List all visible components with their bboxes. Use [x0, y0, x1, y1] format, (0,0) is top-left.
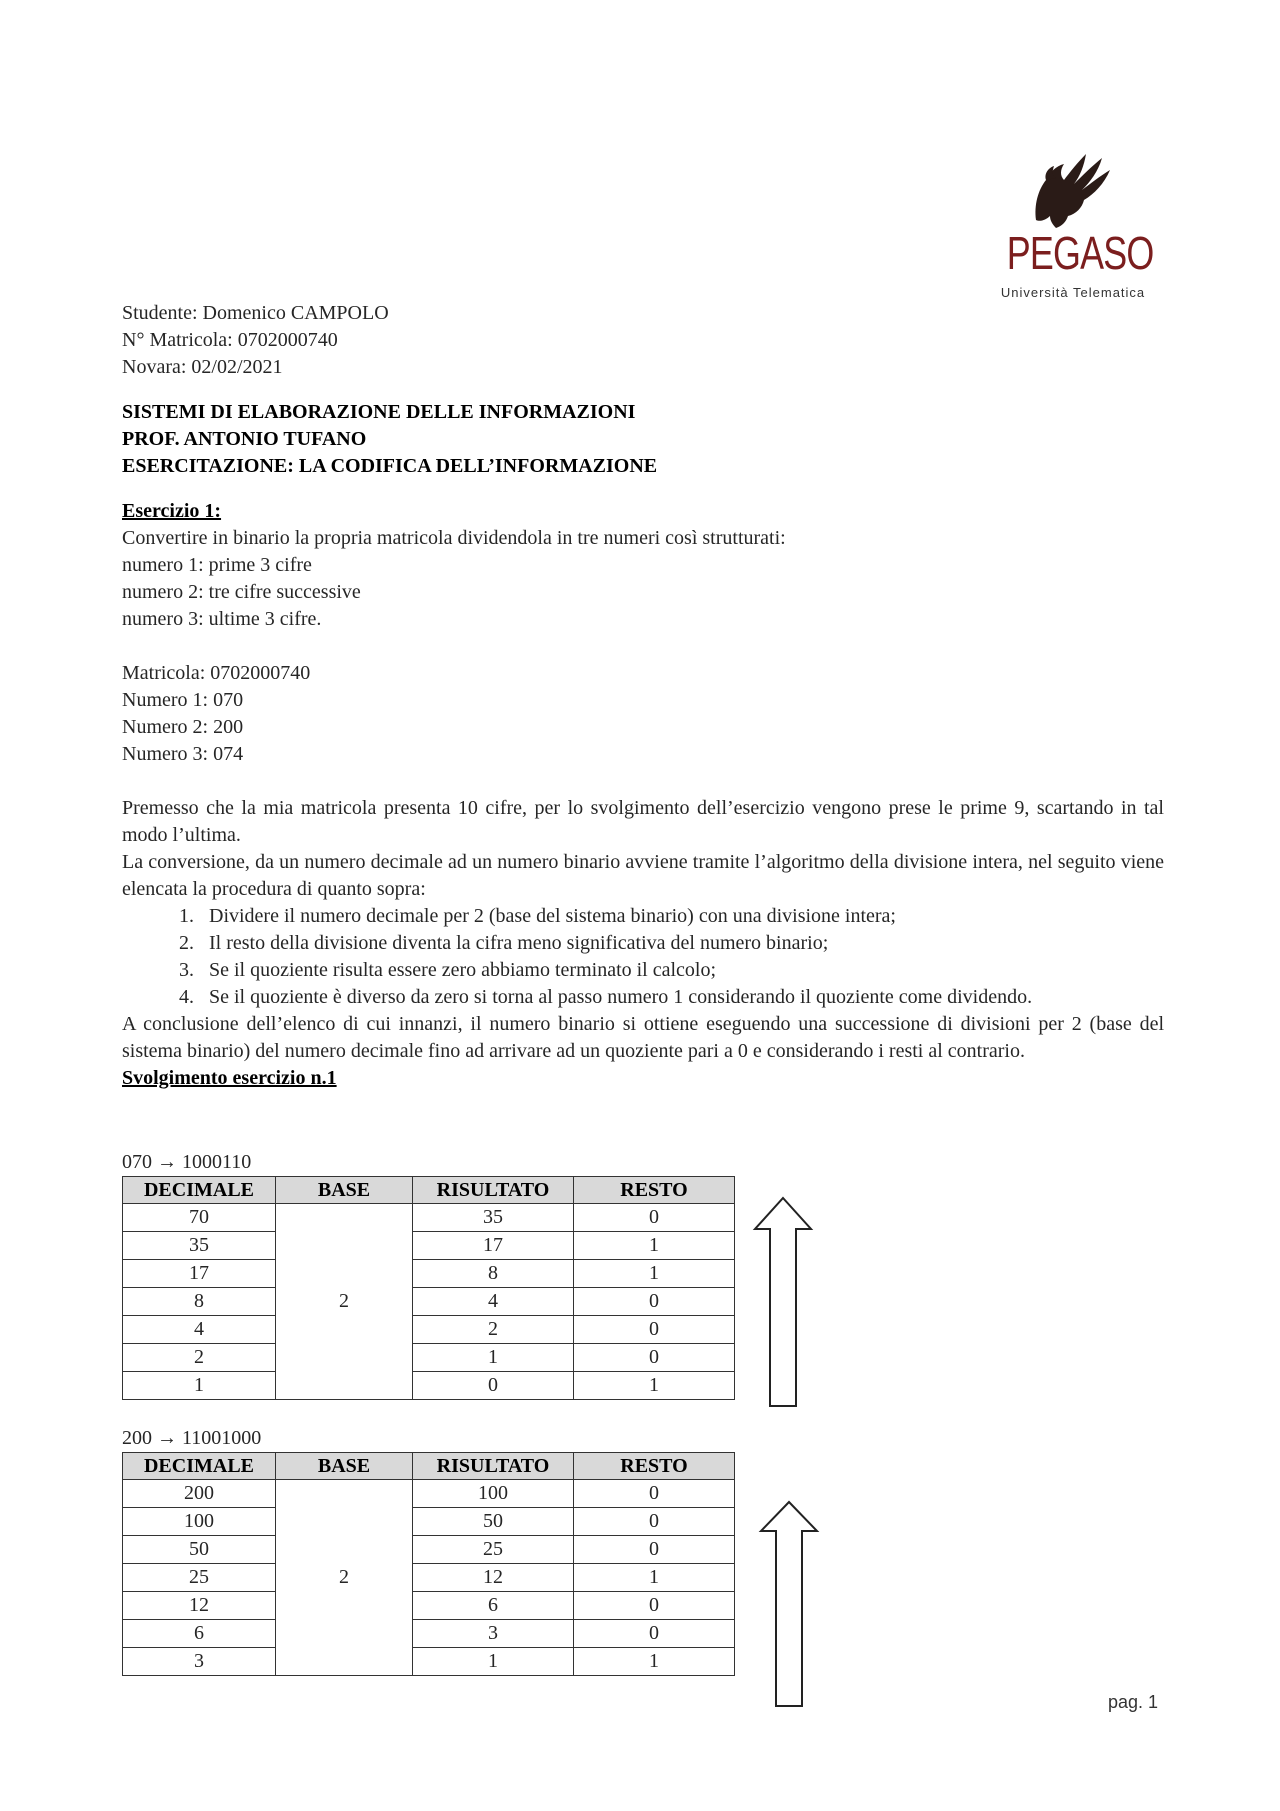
page-number: pag. 1	[1108, 1692, 1159, 1712]
cell-resto: 1	[574, 1260, 735, 1288]
pegaso-logo	[988, 150, 1168, 300]
cell-risultato: 35	[413, 1204, 574, 1232]
pegasus-horse-icon	[1026, 150, 1126, 230]
cell-risultato: 0	[413, 1372, 574, 1400]
table-row	[123, 1288, 735, 1316]
table-row	[123, 1592, 735, 1620]
cell-resto: 0	[574, 1316, 735, 1344]
cell-resto: 1	[574, 1372, 735, 1400]
cell-risultato: 50	[413, 1508, 574, 1536]
cell-risultato: 25	[413, 1536, 574, 1564]
value-item: Numero 2: 200	[122, 716, 244, 738]
exercise-heading: Esercizio 1:	[122, 500, 222, 522]
paragraph-conversion: La conversione, da un numero decimale ad un numero binario avviene tramite l’algoritmo della divisione intera, nel seguito viene elencata la procedura di quanto sopra:	[122, 851, 1164, 900]
cell-risultato: 3	[413, 1620, 574, 1648]
cell-resto: 1	[574, 1648, 735, 1676]
up-arrow-icon	[752, 1196, 814, 1408]
cell-risultato: 17	[413, 1232, 574, 1260]
cell-decimale: 70	[123, 1204, 276, 1232]
student-id: N° Matricola: 0702000740	[122, 329, 338, 351]
procedure-step: 3. Se il quoziente risulta essere zero abbiamo terminato il calcolo;	[199, 957, 1164, 984]
cell-resto: 0	[574, 1204, 735, 1232]
cell-decimale: 100	[123, 1508, 276, 1536]
header-risultato: RISULTATO	[413, 1453, 574, 1480]
conversion-label: 200 → 11001000	[122, 1427, 262, 1449]
table-header-row	[123, 1177, 735, 1204]
header-resto: RESTO	[574, 1453, 735, 1480]
cell-resto: 0	[574, 1536, 735, 1564]
procedure-step: 4. Se il quoziente è diverso da zero si torna al passo numero 1 considerando il quoziente come dividendo.	[199, 984, 1164, 1011]
cell-resto: 0	[574, 1620, 735, 1648]
paragraph-premise: Premesso che la mia matricola presenta 10 cifre, per lo svolgimento dell’esercizio vengono prese le prime 9, scartando in tal modo l’ultima.	[122, 797, 1164, 846]
header-base: BASE	[276, 1177, 413, 1204]
header-base: BASE	[276, 1453, 413, 1480]
table-row	[123, 1564, 735, 1592]
table-row	[123, 1508, 735, 1536]
cell-decimale: 1	[123, 1372, 276, 1400]
cell-decimale: 8	[123, 1288, 276, 1316]
table-row	[123, 1232, 735, 1260]
professor-name: PROF. ANTONIO TUFANO	[122, 428, 367, 450]
table-row	[123, 1344, 735, 1372]
cell-risultato: 12	[413, 1564, 574, 1592]
cell-resto: 0	[574, 1344, 735, 1372]
value-item: Numero 3: 074	[122, 743, 244, 765]
cell-risultato: 1	[413, 1344, 574, 1372]
cell-risultato: 2	[413, 1316, 574, 1344]
logo-wordmark: PEGASO	[1006, 227, 1154, 279]
header-decimale: DECIMALE	[123, 1453, 276, 1480]
table-row	[123, 1480, 735, 1508]
cell-decimale: 200	[123, 1480, 276, 1508]
cell-decimale: 25	[123, 1564, 276, 1592]
cell-risultato: 100	[413, 1480, 574, 1508]
document-body	[122, 300, 1164, 1092]
exercise-title: ESERCITAZIONE: LA CODIFICA DELL’INFORMAZIONE	[122, 455, 658, 477]
cell-risultato: 1	[413, 1648, 574, 1676]
cell-decimale: 6	[123, 1620, 276, 1648]
cell-decimale: 35	[123, 1232, 276, 1260]
cell-risultato: 8	[413, 1260, 574, 1288]
value-item: Matricola: 0702000740	[122, 662, 311, 684]
division-table	[122, 1176, 735, 1400]
part-item: numero 1: prime 3 cifre	[122, 554, 312, 576]
table-row	[123, 1536, 735, 1564]
solution-heading: Svolgimento esercizio n.1	[122, 1067, 337, 1089]
cell-decimale: 2	[123, 1344, 276, 1372]
table-row	[123, 1316, 735, 1344]
paragraph-conclusion: A conclusione dell’elenco di cui innanzi, il numero binario si ottiene eseguendo una successione di divisioni per 2 (base del sistema binario) del numero decimale fino ad arrivare ad un quoziente pari a 0 e considerando i resti al contrario.	[122, 1013, 1164, 1062]
cell-decimale: 17	[123, 1260, 276, 1288]
part-item: numero 2: tre cifre successive	[122, 581, 361, 603]
course-title: SISTEMI DI ELABORAZIONE DELLE INFORMAZIONI	[122, 401, 636, 423]
cell-resto: 0	[574, 1480, 735, 1508]
cell-decimale: 3	[123, 1648, 276, 1676]
table-header-row	[123, 1453, 735, 1480]
cell-base: 2	[276, 1204, 413, 1400]
student-name: Studente: Domenico CAMPOLO	[122, 302, 389, 324]
procedure-step: 2. Il resto della divisione diventa la cifra meno significativa del numero binario;	[199, 930, 1164, 957]
cell-decimale: 12	[123, 1592, 276, 1620]
table-row	[123, 1260, 735, 1288]
cell-resto: 1	[574, 1232, 735, 1260]
procedure-step: 1. Dividere il numero decimale per 2 (base del sistema binario) con una divisione intera;	[199, 903, 1164, 930]
cell-risultato: 6	[413, 1592, 574, 1620]
cell-decimale: 50	[123, 1536, 276, 1564]
table-row	[123, 1648, 735, 1676]
cell-resto: 0	[574, 1508, 735, 1536]
table-row	[123, 1204, 735, 1232]
header-risultato: RISULTATO	[413, 1177, 574, 1204]
table-row	[123, 1620, 735, 1648]
header-resto: RESTO	[574, 1177, 735, 1204]
logo-subtitle: Università Telematica	[1000, 285, 1146, 300]
cell-resto: 0	[574, 1592, 735, 1620]
division-table	[122, 1452, 735, 1676]
place-date: Novara: 02/02/2021	[122, 356, 283, 378]
header-decimale: DECIMALE	[123, 1177, 276, 1204]
conversion-label: 070 → 1000110	[122, 1151, 252, 1173]
cell-base: 2	[276, 1480, 413, 1676]
cell-decimale: 4	[123, 1316, 276, 1344]
up-arrow-icon	[758, 1500, 820, 1708]
exercise-prompt: Convertire in binario la propria matricola dividendola in tre numeri così strutturati:	[122, 527, 786, 549]
value-item: Numero 1: 070	[122, 689, 244, 711]
cell-risultato: 4	[413, 1288, 574, 1316]
cell-resto: 0	[574, 1288, 735, 1316]
table-row	[123, 1372, 735, 1400]
procedure-steps	[122, 903, 1164, 1011]
cell-resto: 1	[574, 1564, 735, 1592]
part-item: numero 3: ultime 3 cifre.	[122, 608, 322, 630]
